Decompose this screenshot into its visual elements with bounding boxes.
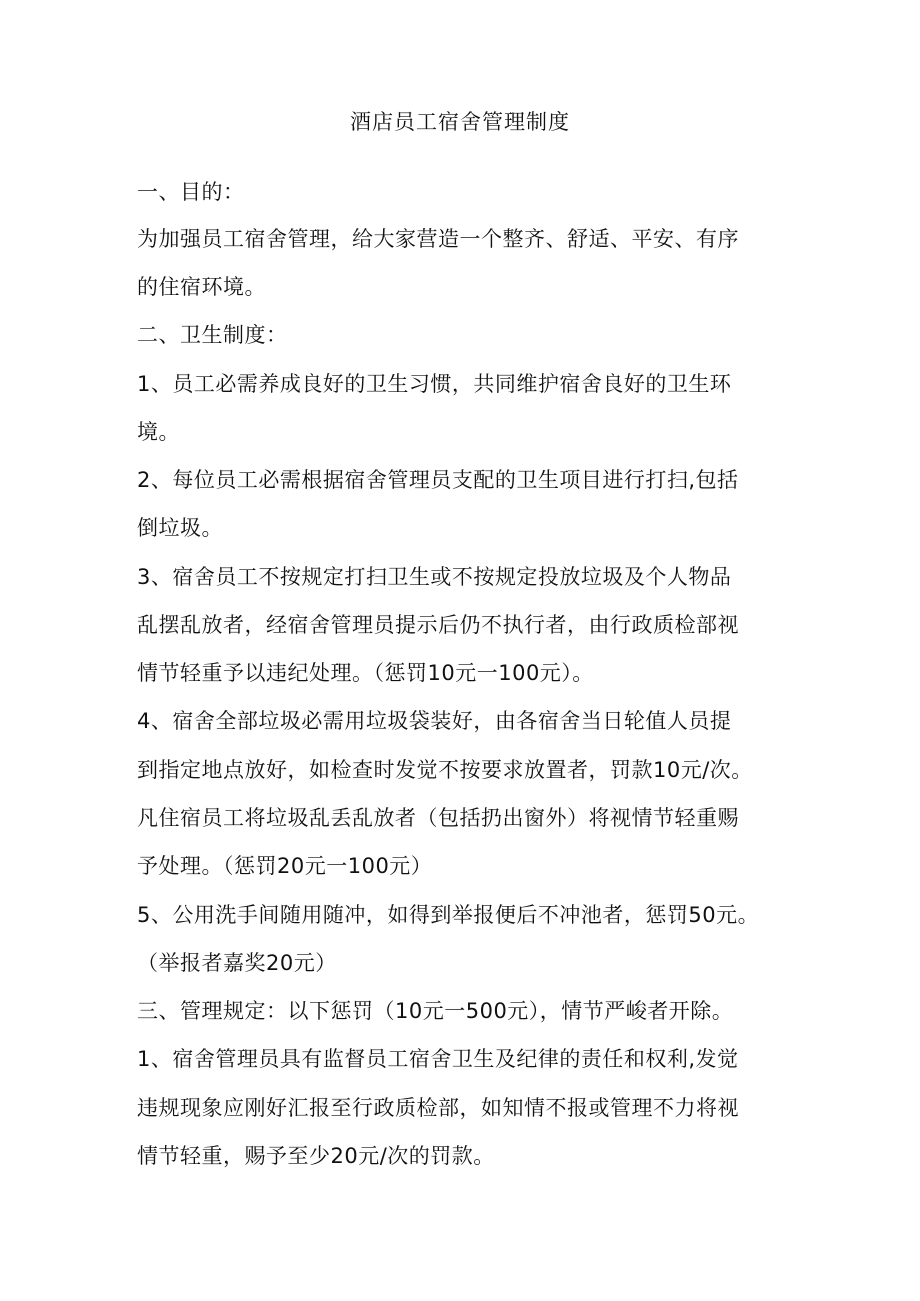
paragraph-line: 4、宿舍全部垃圾必需用垃圾袋装好，由各宿舍当日轮值人员提 [137, 709, 732, 733]
paragraph-line: 违规现象应刚好汇报至行政质检部，如知情不报或管理不力将视 [137, 1096, 739, 1120]
section-heading-management: 三、管理规定：以下惩罚（10元一500元），情节严峻者开除。 [137, 999, 734, 1023]
paragraph-line: 予处理。（惩罚20元一100元） [137, 854, 433, 878]
paragraph-line: 情节轻重予以违纪处理。（惩罚10元一100元）。 [137, 661, 594, 685]
paragraph-line: 乱摆乱放者，经宿舍管理员提示后仍不执行者，由行政质检部视 [137, 613, 739, 637]
section-heading-purpose: 一、目的： [137, 180, 245, 204]
section-heading-hygiene: 二、卫生制度： [137, 323, 288, 347]
paragraph-line: 2、每位员工必需根据宿舍管理员支配的卫生项目进行打扫,包括 [137, 468, 739, 492]
paragraph-line: 3、宿舍员工不按规定打扫卫生或不按规定投放垃圾及个人物品 [137, 565, 732, 589]
document-title: 酒店员工宿舍管理制度 [350, 110, 570, 134]
paragraph-line: 1、员工必需养成良好的卫生习惯，共同维护宿舍良好的卫生环 [137, 372, 732, 396]
paragraph-line: 情节轻重，赐予至少20元/次的罚款。 [137, 1144, 495, 1168]
paragraph-line: 1、宿舍管理员具有监督员工宿舍卫生及纪律的责任和权利,发觉 [137, 1047, 739, 1071]
paragraph-line: 的住宿环境。 [137, 275, 266, 299]
paragraph-line: 5、公用洗手间随用随冲，如得到举报便后不冲池者，惩罚50元。 [137, 903, 760, 927]
paragraph-line: 为加强员工宿舍管理，给大家营造一个整齐、舒适、平安、有序 [137, 227, 739, 251]
paragraph-line: 凡住宿员工将垃圾乱丢乱放者（包括扔出窗外）将视情节轻重赐 [137, 806, 739, 830]
paragraph-line: 到指定地点放好，如检查时发觉不按要求放置者，罚款10元/次。 [137, 758, 753, 782]
paragraph-line: 倒垃圾。 [137, 516, 223, 540]
paragraph-line: 境。 [137, 420, 180, 444]
paragraph-line: （举报者嘉奖20元） [137, 951, 337, 975]
